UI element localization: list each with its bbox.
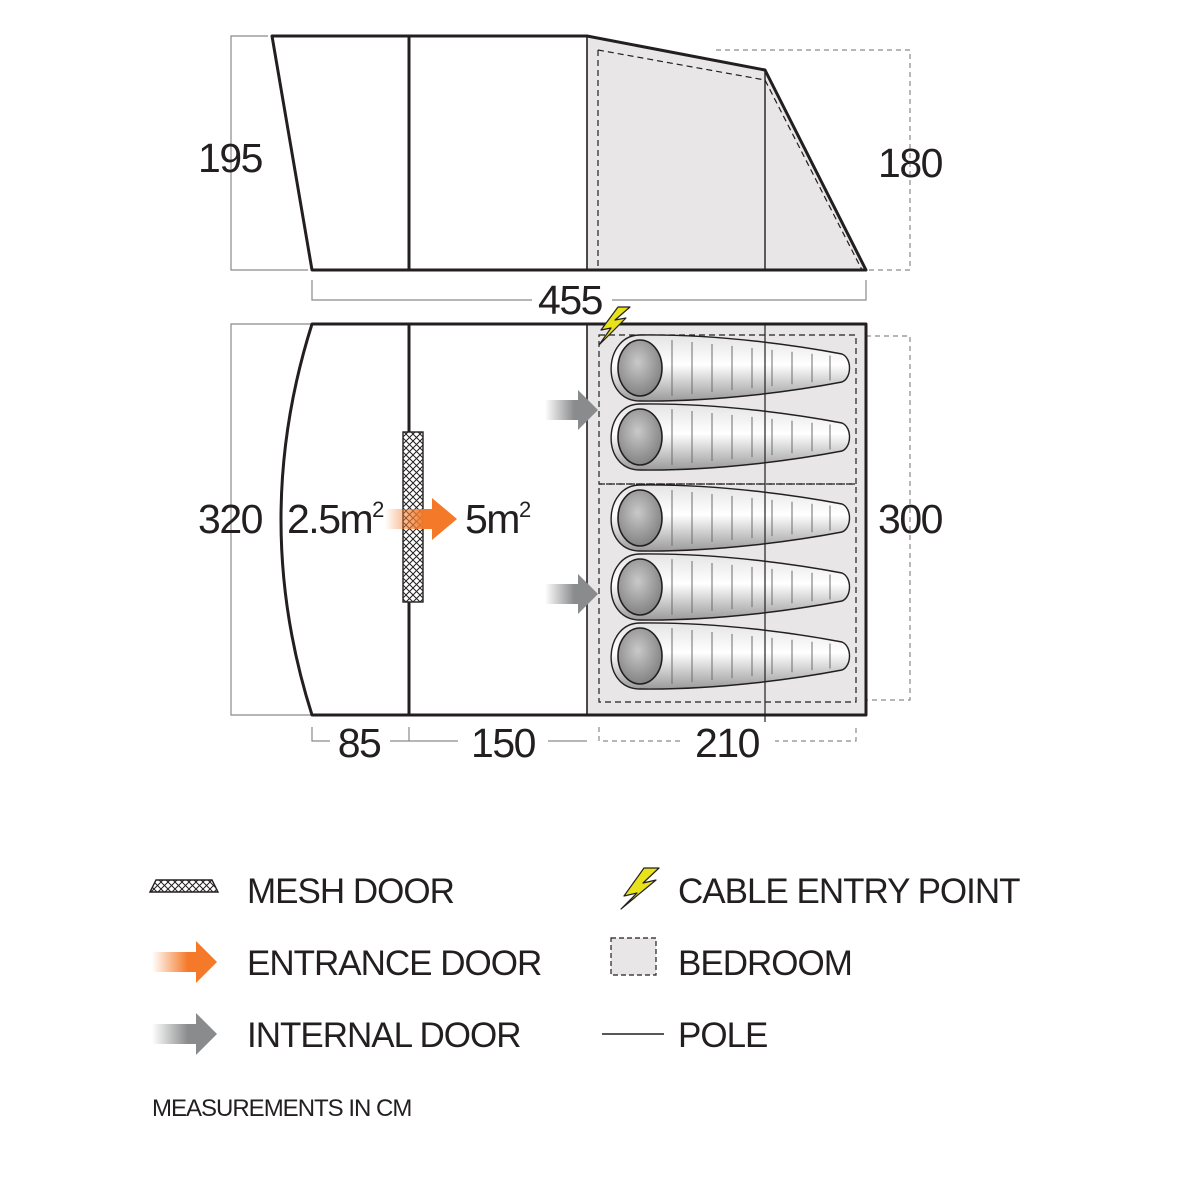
legend: [150, 868, 1020, 1055]
legend-mesh-door-label: MESH DOOR: [247, 872, 454, 911]
living-area-value: 5m: [465, 496, 519, 542]
measurements-footnote: MEASUREMENTS IN CM: [152, 1095, 412, 1122]
sleeping-bag-hood: [618, 559, 662, 615]
legend-cable-entry-icon: [621, 868, 659, 909]
section-dimensions: [312, 720, 856, 766]
legend-pole-label: POLE: [678, 1016, 768, 1055]
legend-internal-door-icon: [152, 1013, 217, 1055]
height-left-label: 195: [198, 135, 262, 181]
sleeping-bag-hood: [618, 340, 662, 396]
sleeping-bag-hood: [618, 490, 662, 546]
width-right-label: 300: [878, 496, 942, 542]
sleeping-bag-hood: [618, 409, 662, 465]
plan-view: [198, 307, 943, 740]
legend-entrance-door-label: ENTRANCE DOOR: [247, 944, 542, 983]
legend-bedroom-label: BEDROOM: [678, 944, 852, 983]
legend-bedroom-icon: [611, 938, 656, 975]
length-label: 455: [538, 277, 602, 323]
section-3-label: 210: [695, 720, 759, 766]
section-2-label: 150: [471, 720, 535, 766]
width-left-label: 320: [198, 496, 262, 542]
length-dimension: [312, 277, 866, 323]
legend-mesh-door-icon: [150, 880, 218, 892]
legend-cable-entry-label: CABLE ENTRY POINT: [678, 872, 1020, 911]
side-view: [198, 36, 943, 270]
living-area-exponent: 2: [518, 497, 532, 522]
porch-area-label: [287, 496, 384, 542]
legend-entrance-door-icon: [152, 941, 217, 983]
porch-area-value: 2.5m: [287, 496, 373, 542]
side-bedroom-fill: [587, 36, 866, 270]
living-area-label: [465, 496, 531, 542]
sleeping-bag-hood: [618, 628, 662, 684]
legend-internal-door-label: INTERNAL DOOR: [247, 1016, 521, 1055]
section-1-label: 85: [337, 720, 381, 766]
height-right-label: 180: [878, 140, 942, 186]
porch-area-exponent: 2: [372, 497, 385, 522]
